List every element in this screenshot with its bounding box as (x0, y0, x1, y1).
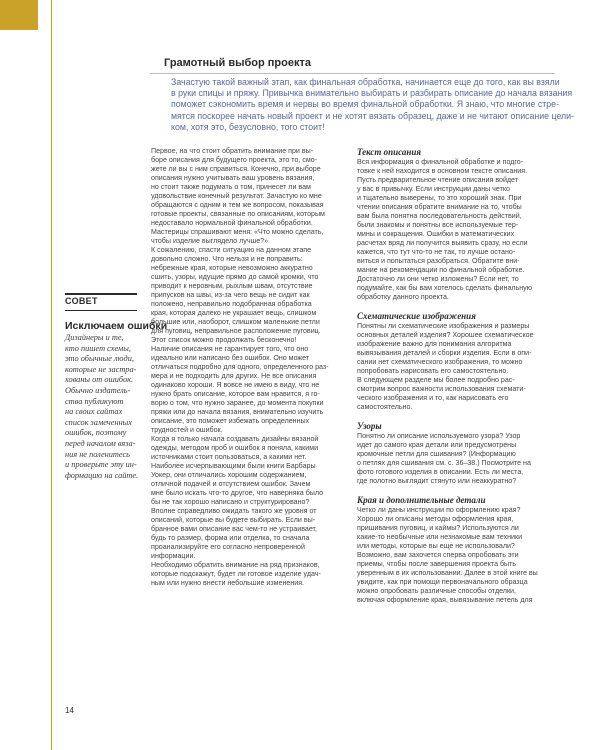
body-line: чтобы изделие выглядело лучше?» (151, 237, 269, 245)
intro-paragraph (171, 77, 575, 133)
body-line: приводит к неровным, рыхлым швам, отсутствие (151, 282, 313, 290)
body-line: включая оформление края, вывязывание петель для (357, 596, 533, 604)
body-line: Необходимо обратить внимание на ряд признаков, (151, 561, 320, 569)
intro-line: Зачастую такой важный этап, как финальная обработка, начинается еще до того, как вы взяли (171, 77, 560, 87)
body-line: увидите, как при помощи первоначального образца (357, 578, 528, 586)
body-line: одинаково хороши. Я вовсе не имею в виду, что не (151, 381, 320, 389)
body-line: сшить, узоры, идущие прямо до самой кромки, что (151, 273, 319, 281)
sidebar-top-rule (65, 293, 137, 295)
tip-title: Исключаем ошибки (65, 320, 168, 332)
body-line: недоставало нормальной финальной обработки. (151, 219, 313, 227)
section-title-schematics: Схематические изображения (357, 311, 476, 321)
tip-line: это обычные люди, (65, 354, 134, 364)
body-line: будь то размер, форма или отделка, то сначала (151, 534, 310, 542)
section-title-edges: Края и дополнительные детали (357, 495, 486, 505)
body-line: бранное вами описание вас чем-то не устраивает, (151, 525, 317, 533)
body-line: уверенным в их использовании. Далее в этой книге вы (357, 569, 538, 577)
sidebar-heading: СОВЕТ (65, 296, 98, 306)
tip-line: и проверьте эту ин- (65, 460, 137, 470)
body-line: Мастерицы спрашивают меня: «Что можно сделать, (151, 228, 324, 236)
body-line: Четко ли даны инструкции по оформлению края? (357, 506, 521, 514)
body-line: пришивания пуговиц, и каймы? Используются ли (357, 524, 519, 532)
body-line: проанализируйте его согласно непроверенной (151, 543, 305, 551)
body-line: Понятны ли схематические изображения и размеры (357, 322, 530, 330)
intro-line: в руки спицы и пряжу. Привычка внимательно выбирать и разбирать описание до начала вязания (171, 88, 573, 99)
body-line: боре описания для будущего проекта, это то, смо- (151, 156, 318, 164)
body-line: ворю о том, что нужно заранее, до момента покупки (151, 399, 324, 407)
section-body-text-description (357, 158, 557, 302)
body-line: описания нужно учитывать ваш уровень вязания, (151, 174, 315, 182)
body-line: приемы, чтобы после завершения проекта быть (357, 560, 517, 568)
accent-corner-bar (0, 0, 38, 30)
body-line: самостоятельно. (357, 403, 413, 411)
tip-line: Дизайнеры и те, (65, 333, 124, 342)
body-line: расчетах вряд ли получится выявить сразу, но если (357, 239, 528, 247)
right-column (357, 147, 557, 605)
section-body-patterns (357, 432, 557, 486)
body-line: у вас в привычку. Если инструкции даны четко (357, 185, 510, 193)
section-body-schematics (357, 322, 557, 412)
body-line: края, которая далеко не украшает вещь, слишком (151, 309, 317, 317)
body-line: основных деталей изделия? Хорошее схематическое (357, 331, 534, 339)
body-line: Наличие описания не гарантирует того, что оно (151, 345, 309, 353)
title-divider (150, 73, 555, 74)
body-line: идет до самого края детали или предусмотрены (357, 441, 517, 449)
body-line: смотрим вопрос важности использования схемати- (357, 385, 526, 393)
body-line: Уокер, они отличались хорошим содержанием, (151, 471, 307, 479)
body-line: Вполне справедливо ожидать такого же уровня от (151, 507, 317, 515)
intro-line: поможет сэкономить время и нервы во время финальной обработки. Я знаю, что многие стре- (171, 99, 560, 110)
body-line: Понятно ли описание используемого узора? Узор (357, 432, 521, 440)
body-line: описаний, которые вы будете выбирать. Если вы- (151, 516, 316, 524)
body-line: Достаточно ли они четко изложены? Если нет, то (357, 275, 519, 283)
body-line: или методы, которые вы еще не использовали? (357, 542, 515, 550)
intro-line: ком, хотя это, безусловно, того стоит! (171, 121, 325, 132)
body-line: изображение важно для понимания алгоритма (357, 340, 512, 348)
body-line: трудностей и ошибок. (151, 426, 223, 434)
body-line: ческого изображения и то, как нарисовать его (357, 394, 509, 402)
tip-line: Обычно издатель- (65, 385, 131, 395)
section-title-patterns: Узоры (357, 421, 382, 431)
body-line: большие или, наоборот, слишком маленькие петли (151, 318, 320, 326)
body-line: подумайте, как бы вам хотелось сделать финальную (357, 284, 533, 292)
body-line: ным или нужно внести небольшие изменения. (151, 579, 305, 587)
body-line: мера и не подходить для других. Не все описания (151, 372, 317, 380)
body-line: отличной подачей и отсутствием ошибок. Зачем (151, 480, 311, 488)
body-line: и тщательно выверены, то это хороший знак. При (357, 194, 522, 202)
body-line: удовольствие конечный результат. Зачастую ко мне (151, 192, 322, 200)
body-line: попробовать нарисовать его самостоятельно. (357, 367, 509, 375)
tip-body (65, 333, 140, 481)
body-line: нужно брать описание, которое вам нравится, я го- (151, 390, 320, 398)
body-line: кромочные петли для сшивания? (Информацию (357, 450, 516, 458)
body-line: отличаться подробно для одного, определенного раз- (151, 363, 329, 371)
body-line: источниками стоит пользоваться, а какими нет. (151, 453, 307, 461)
body-line: описание, это поможет избежать определенных (151, 417, 310, 425)
body-line: В следующем разделе мы более подробно рас- (357, 376, 515, 384)
body-line: бы не так хорошо написано и структурировано? (151, 498, 310, 506)
body-line: Наиболее исчерпывающими были книги Барбары (151, 462, 316, 470)
main-column-text (151, 147, 346, 588)
body-line: кажется, что тут что-то не так, то лучше остано- (357, 248, 516, 256)
body-line: пряжи или до начала вязания, внимательно изучить (151, 408, 324, 416)
tip-line: на своих сайтах (65, 407, 123, 417)
body-line: которые подскажут, будет ли готовое изделие удач- (151, 570, 321, 578)
body-line: припусков на швы, из-за чего вещь не сидит как (151, 291, 310, 299)
intro-line: мятся поскорее начать новый проект и не хотят вязать образец, даже и не читают описание цели- (171, 110, 575, 121)
page-title: Грамотный выбор проекта (164, 57, 311, 69)
accent-vertical-line (51, 0, 52, 750)
body-line: фото готового изделия в описании. Есть ли места, (357, 468, 524, 476)
body-line: для пуговиц, неправильное расположение пуговиц. (151, 327, 321, 335)
page-number: 14 (65, 706, 74, 715)
body-line: одежды, методом проб и ошибок я поняла, какими (151, 444, 319, 452)
body-line: товке к ней находится в основном тексте описания. (357, 167, 528, 175)
body-line: Пусть предварительное чтение описания войдет (357, 176, 519, 184)
body-line: К сожалению, спасти ситуацию на данном этапе (151, 246, 312, 254)
tip-line: которые не застра- (65, 364, 137, 374)
body-line: положено, неправильно подобранная обработка (151, 300, 312, 308)
tip-line: кто пишет схемы, (65, 343, 131, 353)
body-line: идеально или написано без ошибок. Оно может (151, 354, 310, 362)
sidebar-heading-rule (65, 310, 137, 311)
tip-line: ства публикуют (65, 396, 124, 406)
body-line: Первое, на что стоит обратить внимание при вы- (151, 147, 314, 155)
body-line: небрежные края, которые невозможно аккуратно (151, 264, 313, 272)
body-line: сании нет схематического изображения, то можно (357, 358, 523, 366)
body-line: готовые проекты, связанные по описаниям, которым (151, 210, 325, 218)
body-line: обработку данного проекта. (357, 293, 449, 301)
body-line: Хорошо ли описаны методы оформления края, (357, 515, 514, 523)
body-line: Вся информация о финальной обработке и подго- (357, 158, 524, 166)
body-line: довольно сложно. Что нельзя и не поправить: (151, 255, 303, 263)
body-line: Когда я только начала создавать дизайны вязаной (151, 435, 319, 443)
tip-line: список замеченных (65, 417, 132, 427)
tip-line: ния не поленитесь (65, 449, 130, 459)
body-line: о петлях для сшивания см. с. 36–38.) Посмотрите на (357, 459, 531, 467)
body-line: чтении описания обратите внимание на то, чтобы (357, 203, 522, 211)
body-line: где полотно выглядит стянуто или неаккуратно? (357, 477, 517, 485)
body-line: жете ли вы с ним справиться. Конечно, при выборе (151, 165, 321, 173)
body-line: Возможно, вам захочется сперва опробовать эти (357, 551, 519, 559)
tip-line: ошибок, поэтому (65, 428, 127, 438)
body-line: виться и попытаться разобраться. Обратите вни- (357, 257, 520, 265)
tip-line: хованы от ошибок. (65, 375, 134, 385)
body-line: вывязывания деталей и сборки изделия. Если в опи- (357, 349, 532, 357)
section-body-edges (357, 506, 557, 605)
body-line: мины и сокращения. Ошибки в математических (357, 230, 515, 238)
body-line: Этот список можно продолжать бесконечно! (151, 336, 297, 344)
body-line: мне было искать что-то другое, что наверняка было (151, 489, 324, 497)
body-line: были знакомы и понятны все используемые тер- (357, 221, 519, 229)
body-line: мание на рекомендации по финальной обработке. (357, 266, 525, 274)
body-line: вам была понятна последовательность действий, (357, 212, 522, 220)
section-title-text-description: Текст описания (357, 147, 422, 157)
tip-line: перед началом вяза- (65, 438, 136, 448)
body-line: обращаются с одним и тем же вопросом, показывая (151, 201, 324, 209)
body-line: можно опробовать различные способы отделки, (357, 587, 516, 595)
body-line: информации. (151, 552, 196, 560)
body-line: какие-то необычные или незнакомые вам техники (357, 533, 523, 541)
body-line: но стоит также подумать о том, принесет ли вам (151, 183, 311, 191)
tip-line: формацию на сайте. (65, 470, 139, 480)
